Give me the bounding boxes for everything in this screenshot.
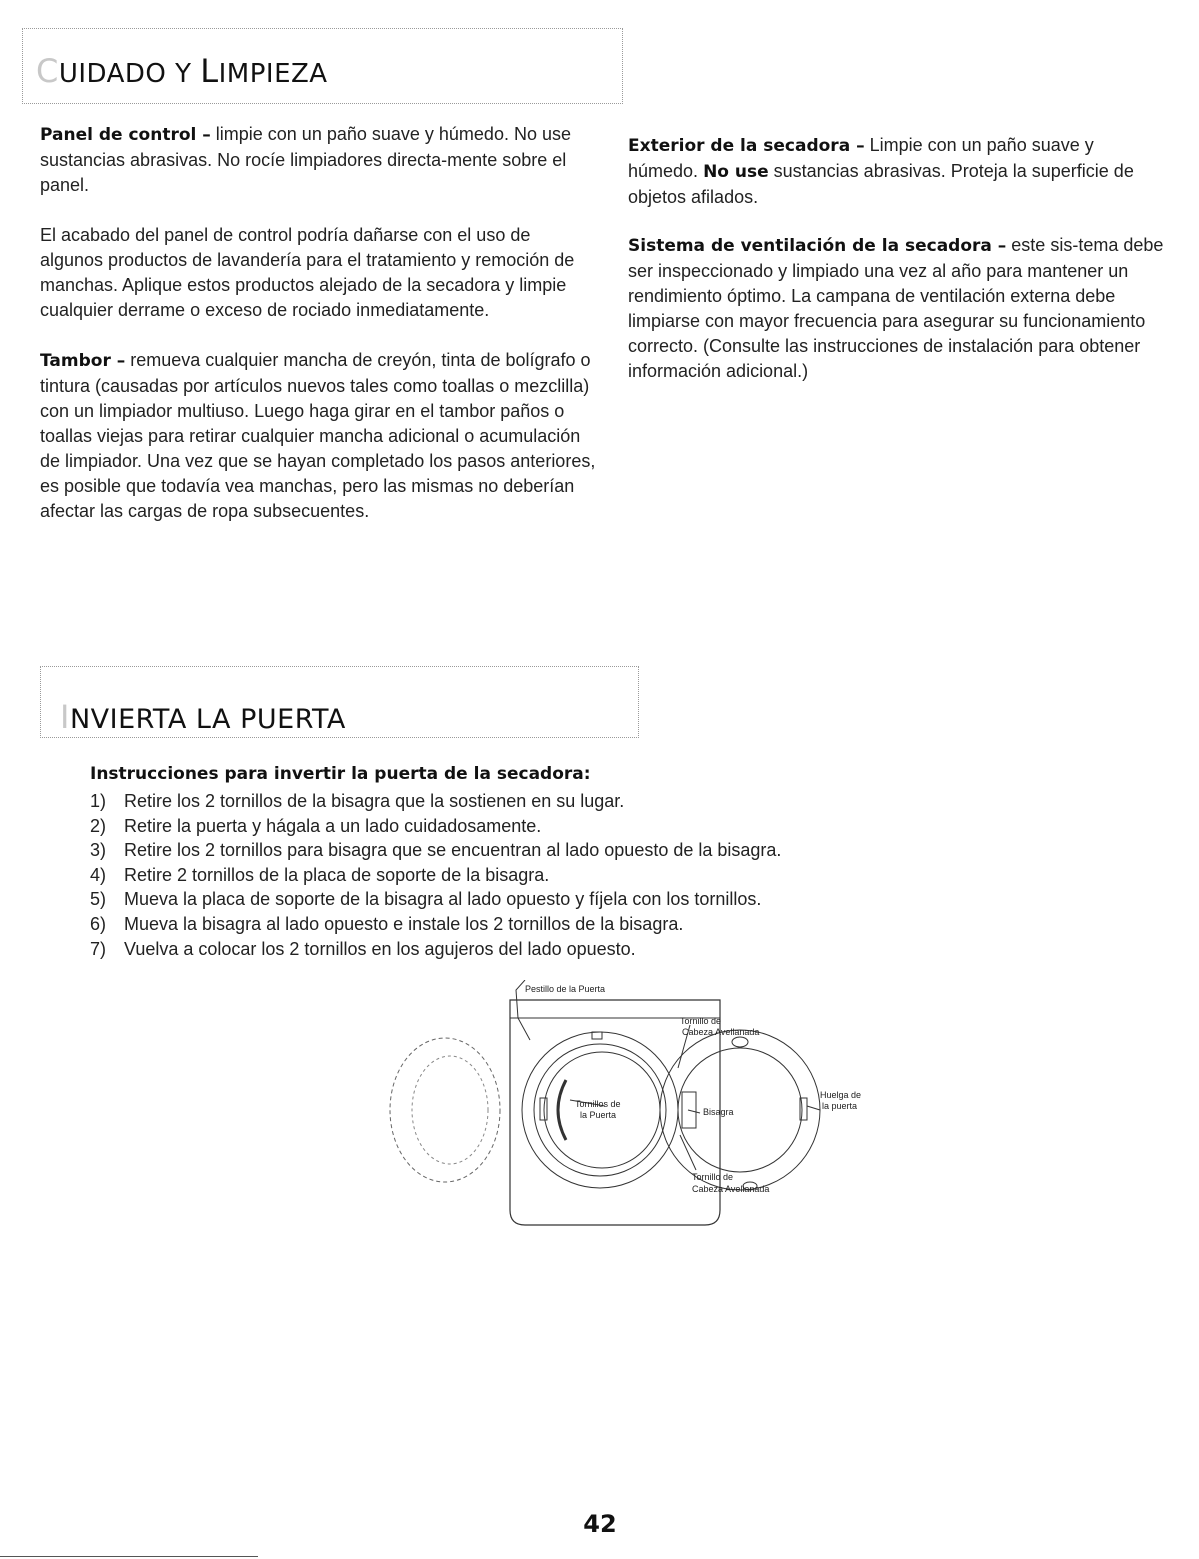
- door-screws-arc: [558, 1080, 566, 1140]
- section-title-cuidado: [36, 52, 328, 90]
- label-strike-2: la puerta: [822, 1101, 858, 1111]
- instruction-steps: [90, 789, 781, 961]
- step-text: Retire 2 tornillos de la placa de soporte de la bisagra.: [124, 864, 550, 885]
- page-number: 42: [583, 1510, 617, 1538]
- step-number: 6): [90, 913, 107, 934]
- paragraph-finish: El acabado del panel de control podría dañarse con el uso de algunos productos de lavandería para el tratamiento y remoción de manchas. Aplique estos productos alejado de la secadora y limpie cualquier derrame o exceso de rociado inmediatamente.: [40, 225, 575, 320]
- door-swing-inner: [412, 1056, 488, 1164]
- step-number: 2): [90, 815, 107, 836]
- leader-strike: [807, 1106, 820, 1110]
- step-number: 7): [90, 938, 107, 959]
- text-drum: remueva cualquier mancha de creyón, tinta de bolígrafo o tintura (causadas por artículos nuevos tales como toallas o mezclilla) con un limpiador multiuso. Luego haga girar en el tambor paños o toallas viejas para retirar cualquier mancha adicional o acumulación de limpiador. Una vez que se hayan completado los pasos anteriores, es posible que todavía vea manchas, pero las mismas no deberían afectar las cargas de ropa subsecuentes.: [40, 350, 596, 521]
- open-door-inner: [678, 1048, 802, 1172]
- right-column: [628, 133, 1168, 384]
- title-second-text: IMPIEZA: [218, 59, 328, 89]
- door-reversal-diagram: [370, 980, 890, 1230]
- paragraph-vent: [628, 233, 1168, 384]
- step-item: [90, 838, 781, 863]
- text-control-panel: limpie con un paño suave y húmedo. No use sustancias abrasivas. No rocíe limpiadores directa-mente sobre el panel.: [40, 124, 571, 195]
- step-text: Retire los 2 tornillos de la bisagra que la sostienen en su lugar.: [124, 791, 625, 811]
- step-text: Retire la puerta y hágala a un lado cuidadosamente.: [124, 815, 542, 836]
- term-exterior: Exterior de la secadora –: [628, 136, 865, 156]
- label-screw-top-2: Cabeza Avellanada: [682, 1027, 760, 1037]
- text-vent: este sis-tema debe ser inspeccionado y limpiado una vez al año para mantener un rendimiento óptimo. La campana de ventilación externa debe limpiarse con mayor frecuencia para asegurar su funcionamiento correcto. (Consulte las instrucciones de instalación para obtener información adicional.): [628, 235, 1164, 381]
- leader-hinge: [688, 1110, 700, 1113]
- open-door-handle: [732, 1037, 748, 1047]
- step-item: [90, 912, 781, 937]
- text-exterior-a: Limpie con un paño suave y húmedo.: [628, 135, 1094, 181]
- title-text-puerta: NVIERTA LA PUERTA: [69, 704, 346, 735]
- label-door-screws-1: Tornillos de: [575, 1099, 621, 1109]
- leader-screw-bottom: [680, 1135, 696, 1170]
- instructions-title: Instrucciones para invertir la puerta de la secadora:: [90, 764, 591, 784]
- label-strike-1: Huelga de: [820, 1090, 862, 1100]
- label-screw-top-1: Tornillo de: [680, 1016, 722, 1026]
- latch-rect: [592, 1032, 602, 1039]
- step-item: [90, 814, 781, 839]
- step-text: Mueva la bisagra al lado opuesto e instale los 2 tornillos de la bisagra.: [124, 913, 684, 934]
- step-number: 3): [90, 840, 107, 861]
- paragraph-control-panel: [40, 122, 598, 198]
- label-latch: Pestillo de la Puerta: [525, 984, 606, 994]
- door-swing-outline: [390, 1038, 500, 1182]
- label-screw-bottom-2: Cabeza Avellanada: [692, 1184, 770, 1194]
- title-text: UIDADO Y: [58, 59, 201, 89]
- footer-rule: [0, 1556, 258, 1557]
- step-item: [90, 887, 781, 912]
- open-door-outer: [660, 1030, 820, 1190]
- step-item: [90, 789, 781, 814]
- label-screw-bottom-1: Tornillo de: [692, 1172, 734, 1182]
- step-text: Mueva la placa de soporte de la bisagra al lado opuesto y fíjela con los tornillos.: [124, 889, 762, 910]
- step-number: 1): [90, 791, 107, 811]
- section-title-puerta: [60, 698, 346, 736]
- text-no-use: No use: [703, 162, 769, 182]
- step-text: Retire los 2 tornillos para bisagra que se encuentran al lado opuesto de la bisagra.: [124, 840, 782, 861]
- title-initial-puerta: I: [60, 698, 70, 736]
- step-number: 4): [90, 864, 107, 885]
- label-door-screws-2: la Puerta: [580, 1110, 617, 1120]
- step-item: [90, 863, 781, 888]
- step-number: 5): [90, 889, 107, 910]
- left-column: [40, 122, 598, 524]
- term-control-panel: Panel de control –: [40, 125, 211, 145]
- step-item: [90, 937, 781, 962]
- term-drum: Tambor –: [40, 351, 126, 371]
- label-hinge: Bisagra: [703, 1107, 734, 1117]
- title-second-initial: L: [200, 52, 219, 90]
- term-vent: Sistema de ventilación de la secadora –: [628, 236, 1007, 256]
- left-hinge-plate: [540, 1098, 547, 1120]
- text-exterior-b: sustancias abrasivas. Proteja la superficie de objetos afilados.: [628, 161, 1134, 207]
- paragraph-exterior: [628, 133, 1168, 210]
- title-initial: C: [36, 52, 59, 90]
- paragraph-drum: [40, 348, 598, 524]
- step-text: Vuelva a colocar los 2 tornillos en los agujeros del lado opuesto.: [124, 938, 636, 959]
